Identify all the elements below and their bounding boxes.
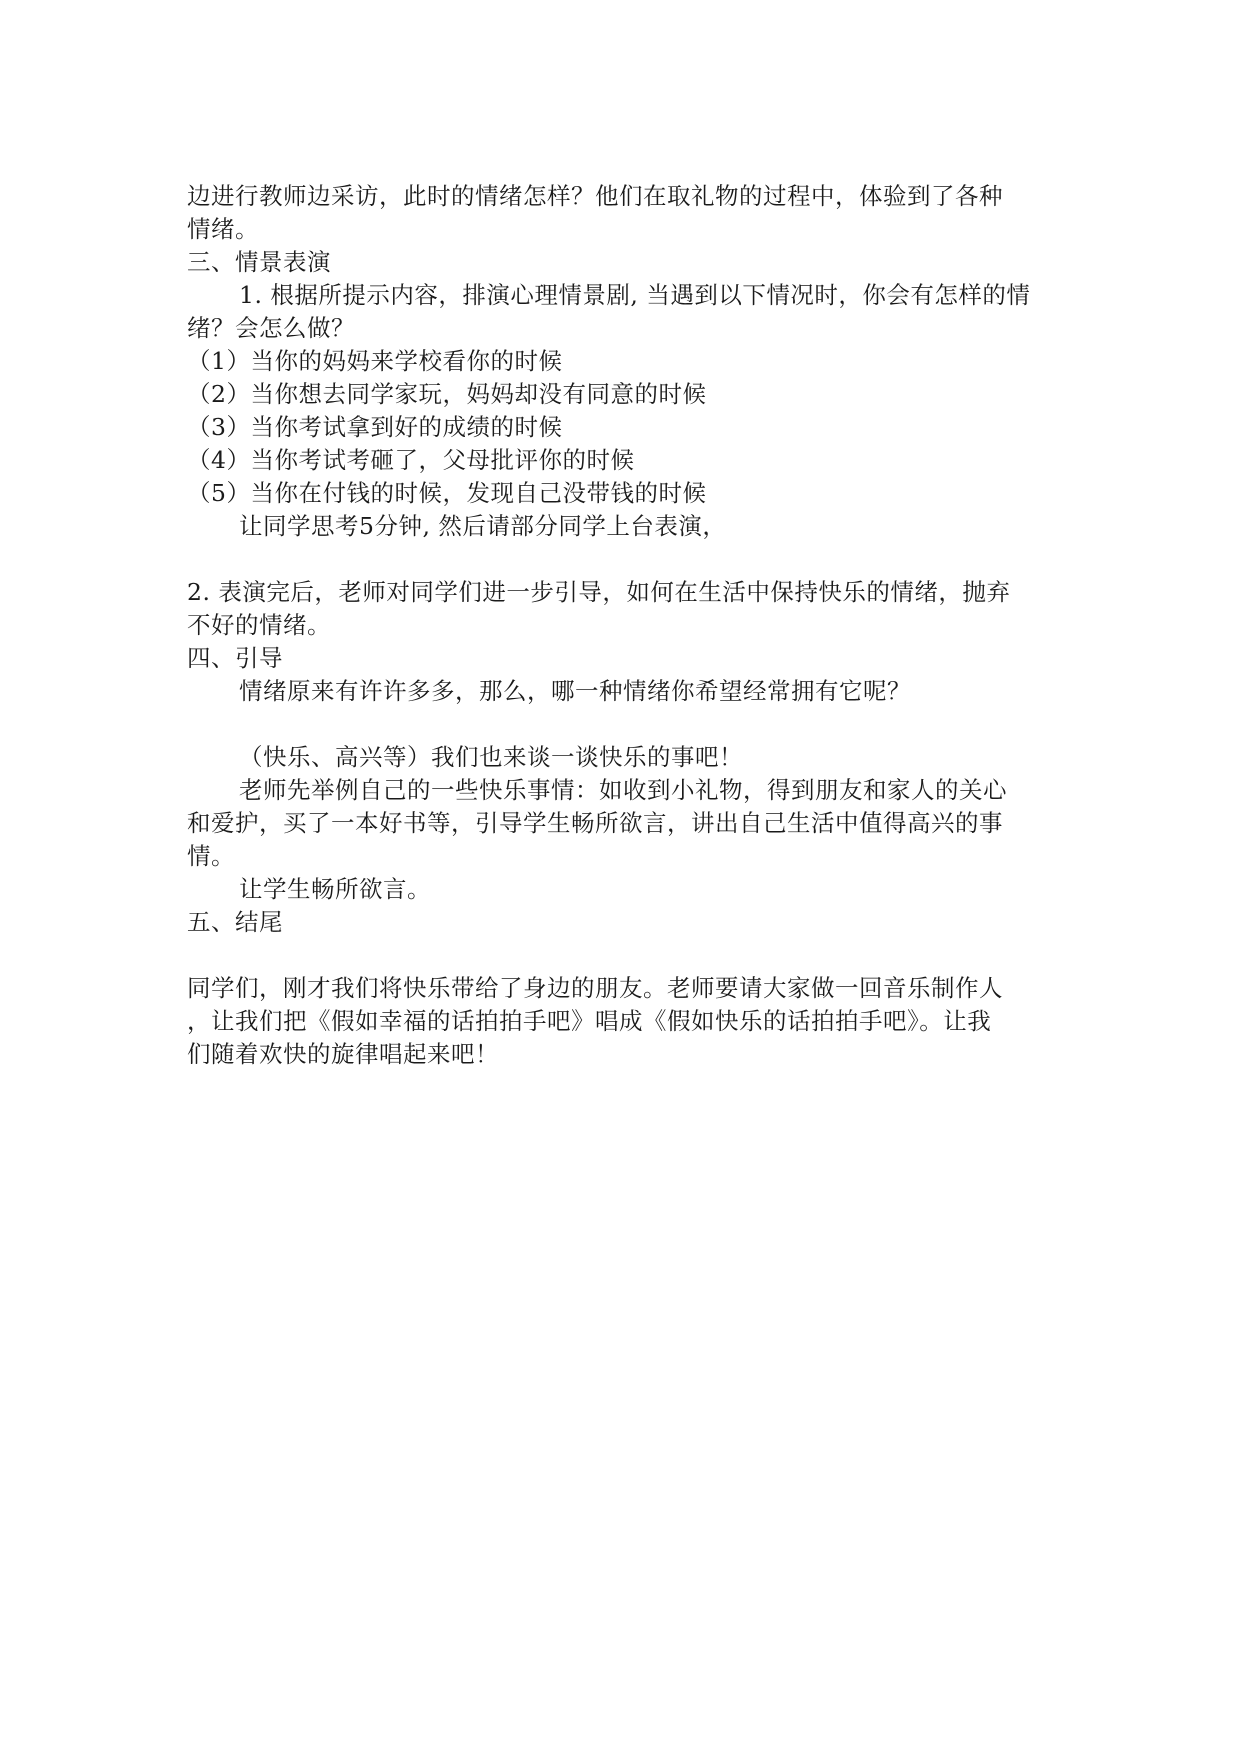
blank-line xyxy=(187,543,1057,576)
list-item: （3）当你考试拿到好的成绩的时候 xyxy=(187,413,563,441)
list-item: （2）当你想去同学家玩，妈妈却没有同意的时候 xyxy=(187,380,707,408)
paragraph-line: 让同学思考5分钟, 然后请部分同学上台表演， xyxy=(239,512,727,540)
section-heading: 四、引导 xyxy=(187,644,283,672)
section-heading: 五、结尾 xyxy=(187,908,283,936)
paragraph-line: ，让我们把《假如幸福的话拍拍手吧》唱成《假如快乐的话拍拍手吧》。让我 xyxy=(187,1007,992,1035)
paragraph-line: 1. 根据所提示内容，排演心理情景剧, 当遇到以下情况时，你会有怎样的情 xyxy=(239,281,1031,309)
list-item: （1）当你的妈妈来学校看你的时候 xyxy=(187,347,563,375)
paragraph-line: 2. 表演完后，老师对同学们进一步引导，如何在生活中保持快乐的情绪，抛弃 xyxy=(187,578,1011,606)
document-body xyxy=(187,180,1057,1071)
paragraph-line: 情绪。 xyxy=(187,215,259,243)
paragraph-line: （快乐、高兴等）我们也来谈一谈快乐的事吧！ xyxy=(239,743,743,771)
paragraph-line: 同学们，刚才我们将快乐带给了身边的朋友。老师要请大家做一回音乐制作人 xyxy=(187,974,1003,1002)
paragraph-line: 绪？会怎么做？ xyxy=(187,314,355,342)
list-item: （5）当你在付钱的时候，发现自己没带钱的时候 xyxy=(187,479,707,507)
paragraph-line: 让学生畅所欲言。 xyxy=(239,875,431,903)
list-item: （4）当你考试考砸了，父母批评你的时候 xyxy=(187,446,635,474)
paragraph-line: 不好的情绪。 xyxy=(187,611,331,639)
blank-line xyxy=(187,708,1057,741)
section-heading: 三、情景表演 xyxy=(187,248,331,276)
paragraph-line: 情绪原来有许许多多，那么，哪一种情绪你希望经常拥有它呢？ xyxy=(239,677,911,705)
paragraph-line: 情。 xyxy=(187,842,235,870)
blank-line xyxy=(187,939,1057,972)
paragraph-line: 老师先举例自己的一些快乐事情：如收到小礼物，得到朋友和家人的关心 xyxy=(239,776,1007,804)
paragraph-line: 边进行教师边采访，此时的情绪怎样？他们在取礼物的过程中，体验到了各种 xyxy=(187,182,1003,210)
paragraph-line: 和爱护，买了一本好书等，引导学生畅所欲言，讲出自己生活中值得高兴的事 xyxy=(187,809,1003,837)
paragraph-line: 们随着欢快的旋律唱起来吧！ xyxy=(187,1040,499,1068)
